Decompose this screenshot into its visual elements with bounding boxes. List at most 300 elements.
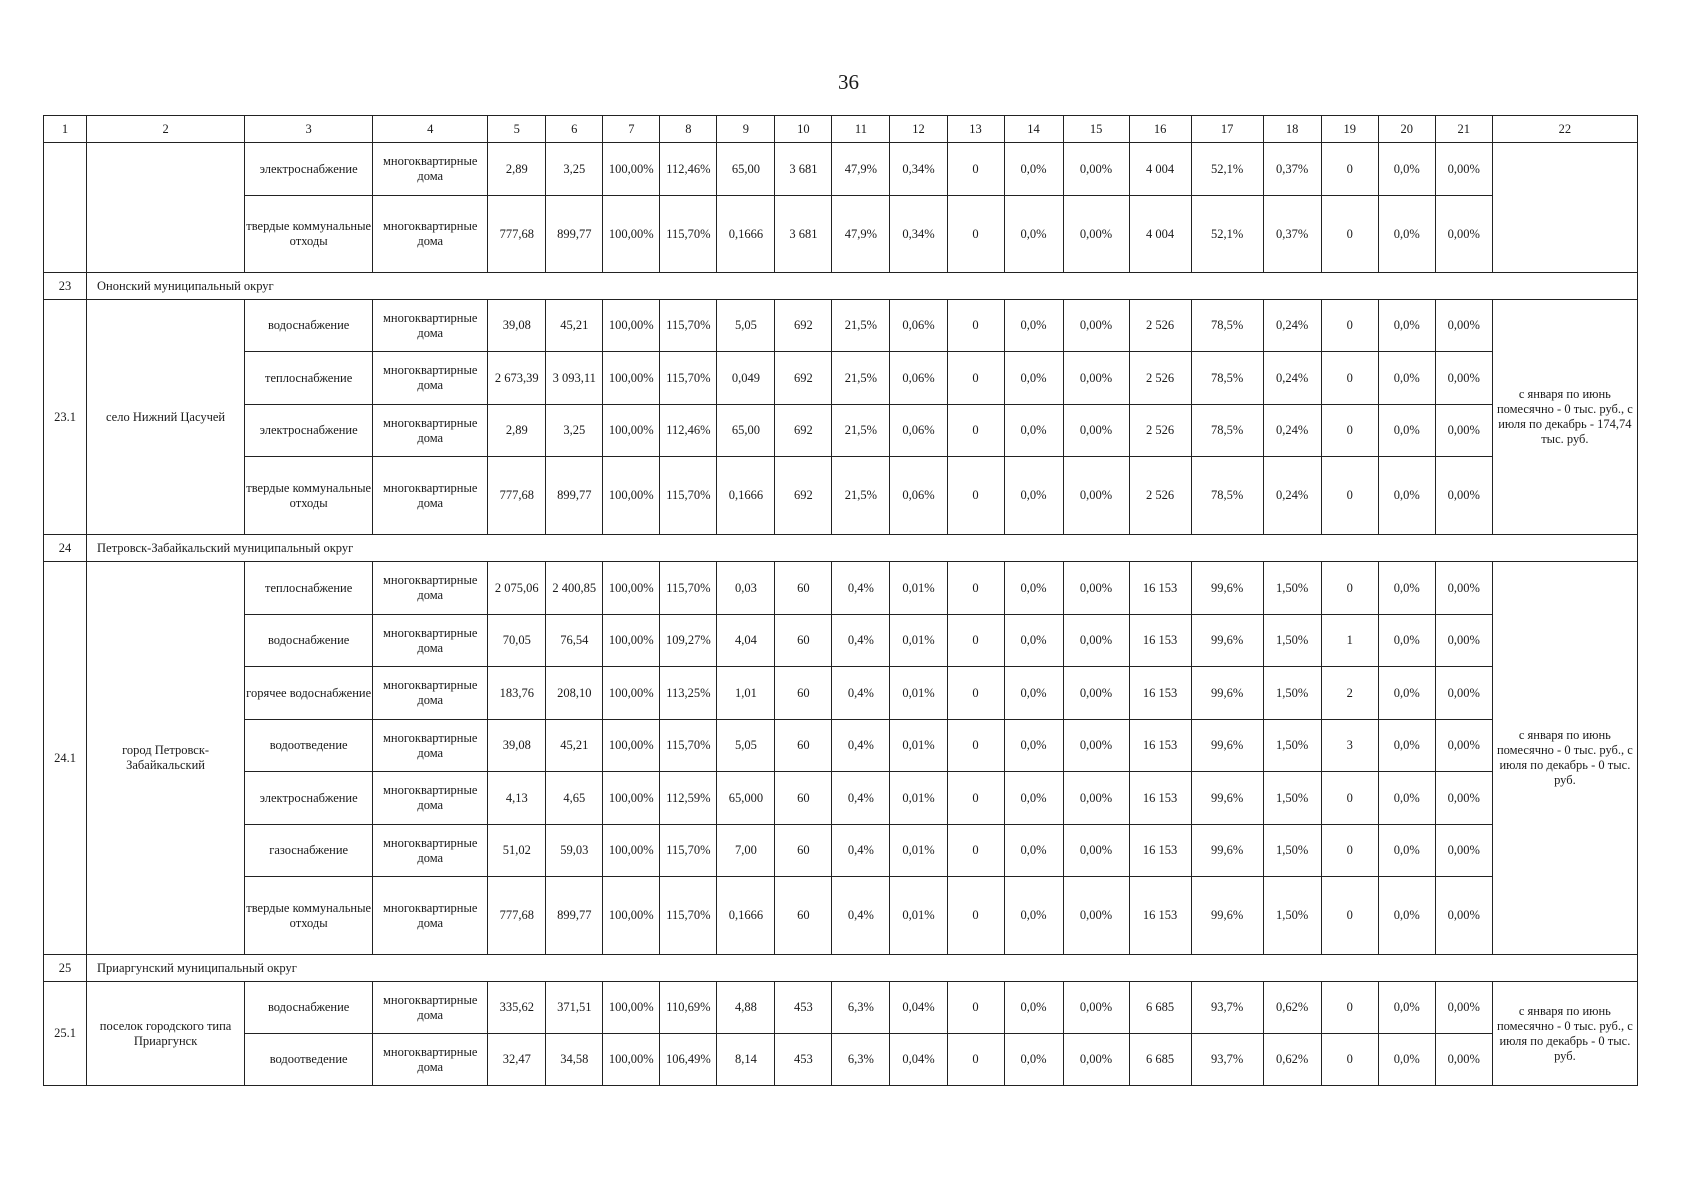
cell-col-19: 0 (1321, 825, 1378, 877)
cell-col-15: 0,00% (1063, 825, 1129, 877)
cell-col-8: 115,70% (660, 825, 717, 877)
column-number-7: 7 (603, 116, 660, 143)
cell-col-7: 100,00% (603, 772, 660, 825)
cell-col-14: 0,0% (1004, 720, 1063, 772)
cell-col-20: 0,0% (1378, 720, 1435, 772)
cell-col-14: 0,0% (1004, 982, 1063, 1034)
cell-col-18: 1,50% (1263, 720, 1321, 772)
cell-col-21: 0,00% (1435, 562, 1492, 615)
cell-col-9: 0,1666 (717, 196, 775, 273)
cell-col-8: 112,59% (660, 772, 717, 825)
cell-col-8: 115,70% (660, 877, 717, 955)
cell-col-9: 7,00 (717, 825, 775, 877)
cell-col-18: 1,50% (1263, 877, 1321, 955)
cell-col-19: 0 (1321, 457, 1378, 535)
cell-col-10: 692 (775, 405, 832, 457)
cell-col-14: 0,0% (1004, 825, 1063, 877)
cell-col-17: 78,5% (1191, 352, 1263, 405)
cell-col-16: 16 153 (1129, 667, 1191, 720)
cell-col-6: 45,21 (546, 720, 603, 772)
cell-col-11: 21,5% (832, 300, 890, 352)
section-row (44, 273, 1638, 300)
table-row (44, 825, 1638, 877)
cell-col-8: 115,70% (660, 300, 717, 352)
cell-col-17: 99,6% (1191, 615, 1263, 667)
cell-col-14: 0,0% (1004, 300, 1063, 352)
cell-col-11: 0,4% (832, 720, 890, 772)
cell-col-6: 371,51 (546, 982, 603, 1034)
cell-col-8: 115,70% (660, 720, 717, 772)
cell-col-21: 0,00% (1435, 1034, 1492, 1086)
cell-col-5: 2,89 (488, 405, 546, 457)
cell-col-10: 692 (775, 457, 832, 535)
cell-col-13: 0 (947, 300, 1004, 352)
cell-col-8: 106,49% (660, 1034, 717, 1086)
cell-col-21: 0,00% (1435, 457, 1492, 535)
section-row (44, 955, 1638, 982)
cell-col-4: многоквартирные дома (373, 405, 488, 457)
cell-col-8: 112,46% (660, 405, 717, 457)
cell-col-14: 0,0% (1004, 457, 1063, 535)
tariff-table (43, 115, 1638, 1086)
cell-col-13: 0 (947, 562, 1004, 615)
cell-col-11: 0,4% (832, 615, 890, 667)
row-number: 24.1 (44, 562, 87, 955)
service-type: водоснабжение (245, 615, 373, 667)
cell-col-4: многоквартирные дома (373, 1034, 488, 1086)
cell-col-19: 0 (1321, 1034, 1378, 1086)
column-number-10: 10 (775, 116, 832, 143)
cell-col-7: 100,00% (603, 352, 660, 405)
cell-col-11: 0,4% (832, 562, 890, 615)
cell-col-6: 45,21 (546, 300, 603, 352)
cell-col-20: 0,0% (1378, 772, 1435, 825)
cell-col-15: 0,00% (1063, 143, 1129, 196)
column-number-14: 14 (1004, 116, 1063, 143)
cell-col-9: 65,00 (717, 405, 775, 457)
cell-col-9: 0,049 (717, 352, 775, 405)
cell-col-20: 0,0% (1378, 667, 1435, 720)
column-number-13: 13 (947, 116, 1004, 143)
cell-col-20: 0,0% (1378, 196, 1435, 273)
cell-col-15: 0,00% (1063, 457, 1129, 535)
cell-col-11: 21,5% (832, 457, 890, 535)
cell-col-18: 0,62% (1263, 982, 1321, 1034)
cell-col-11: 47,9% (832, 143, 890, 196)
cell-col-9: 8,14 (717, 1034, 775, 1086)
column-number-18: 18 (1263, 116, 1321, 143)
column-number-2: 2 (87, 116, 245, 143)
cell-col-12: 0,01% (890, 720, 947, 772)
cell-col-20: 0,0% (1378, 825, 1435, 877)
cell-col-13: 0 (947, 457, 1004, 535)
cell-col-17: 99,6% (1191, 877, 1263, 955)
cell-col-12: 0,34% (890, 143, 947, 196)
cell-col-16: 16 153 (1129, 772, 1191, 825)
cell-col-10: 453 (775, 982, 832, 1034)
service-type: теплоснабжение (245, 352, 373, 405)
cell-col-20: 0,0% (1378, 143, 1435, 196)
cell-col-6: 59,03 (546, 825, 603, 877)
table-row (44, 982, 1638, 1034)
cell-col-14: 0,0% (1004, 667, 1063, 720)
cell-col-6: 899,77 (546, 877, 603, 955)
cell-col-17: 93,7% (1191, 982, 1263, 1034)
cell-col-16: 16 153 (1129, 562, 1191, 615)
cell-col-7: 100,00% (603, 720, 660, 772)
cell-col-6: 4,65 (546, 772, 603, 825)
cell-col-9: 65,000 (717, 772, 775, 825)
table-row (44, 300, 1638, 352)
cell-col-14: 0,0% (1004, 772, 1063, 825)
column-number-15: 15 (1063, 116, 1129, 143)
service-type: электроснабжение (245, 405, 373, 457)
table-row (44, 1034, 1638, 1086)
cell-col-16: 16 153 (1129, 615, 1191, 667)
cell-col-10: 60 (775, 772, 832, 825)
cell-col-13: 0 (947, 196, 1004, 273)
cell-col-20: 0,0% (1378, 615, 1435, 667)
payment-note: с января по июнь помесячно - 0 тыс. руб., с июля по декабрь - 174,74 тыс. руб. (1492, 300, 1637, 535)
cell-col-10: 60 (775, 720, 832, 772)
cell-col-9: 1,01 (717, 667, 775, 720)
cell-col-11: 0,4% (832, 877, 890, 955)
cell-col-17: 99,6% (1191, 667, 1263, 720)
section-number: 25 (44, 955, 87, 982)
cell-col-13: 0 (947, 352, 1004, 405)
column-number-19: 19 (1321, 116, 1378, 143)
service-type: теплоснабжение (245, 562, 373, 615)
column-number-8: 8 (660, 116, 717, 143)
cell-col-16: 2 526 (1129, 405, 1191, 457)
cell-col-17: 52,1% (1191, 196, 1263, 273)
cell-col-12: 0,01% (890, 562, 947, 615)
column-number-20: 20 (1378, 116, 1435, 143)
cell-col-13: 0 (947, 1034, 1004, 1086)
cell-col-6: 34,58 (546, 1034, 603, 1086)
cell-col-8: 115,70% (660, 457, 717, 535)
cell-col-4: многоквартирные дома (373, 143, 488, 196)
service-type: водоотведение (245, 720, 373, 772)
section-row (44, 535, 1638, 562)
column-number-12: 12 (890, 116, 947, 143)
payment-note: с января по июнь помесячно - 0 тыс. руб., с июля по декабрь - 0 тыс. руб. (1492, 982, 1637, 1086)
cell-col-9: 0,1666 (717, 877, 775, 955)
cell-col-5: 70,05 (488, 615, 546, 667)
cell-col-7: 100,00% (603, 667, 660, 720)
cell-col-11: 6,3% (832, 982, 890, 1034)
cell-col-4: многоквартирные дома (373, 772, 488, 825)
cell-col-6: 3,25 (546, 143, 603, 196)
cell-col-17: 52,1% (1191, 143, 1263, 196)
cell-col-5: 32,47 (488, 1034, 546, 1086)
cell-col-13: 0 (947, 667, 1004, 720)
cell-col-4: многоквартирные дома (373, 196, 488, 273)
cell-col-18: 1,50% (1263, 825, 1321, 877)
cell-col-5: 39,08 (488, 300, 546, 352)
cell-col-15: 0,00% (1063, 300, 1129, 352)
page-number: 36 (838, 70, 859, 94)
cell-col-9: 65,00 (717, 143, 775, 196)
cell-col-21: 0,00% (1435, 615, 1492, 667)
table-body (44, 116, 1638, 1086)
cell-col-21: 0,00% (1435, 143, 1492, 196)
cell-col-19: 0 (1321, 405, 1378, 457)
cell-col-4: многоквартирные дома (373, 615, 488, 667)
cell-col-17: 99,6% (1191, 825, 1263, 877)
cell-col-10: 60 (775, 877, 832, 955)
cell-col-6: 3,25 (546, 405, 603, 457)
cell-col-4: многоквартирные дома (373, 825, 488, 877)
cell-col-15: 0,00% (1063, 877, 1129, 955)
table-row (44, 667, 1638, 720)
cell-col-19: 0 (1321, 877, 1378, 955)
cell-col-9: 0,1666 (717, 457, 775, 535)
cell-col-9: 4,04 (717, 615, 775, 667)
cell-col-19: 3 (1321, 720, 1378, 772)
cell-col-21: 0,00% (1435, 825, 1492, 877)
cell-col-4: многоквартирные дома (373, 300, 488, 352)
cell-col-8: 112,46% (660, 143, 717, 196)
cell-col-8: 115,70% (660, 352, 717, 405)
cell-col-10: 60 (775, 667, 832, 720)
cell-col-5: 2 075,06 (488, 562, 546, 615)
cell-col-13: 0 (947, 877, 1004, 955)
cell-col-17: 99,6% (1191, 772, 1263, 825)
cell-col-5: 4,13 (488, 772, 546, 825)
cell-col-14: 0,0% (1004, 615, 1063, 667)
cell-col-21: 0,00% (1435, 196, 1492, 273)
cell-col-11: 0,4% (832, 772, 890, 825)
cell-col-5: 183,76 (488, 667, 546, 720)
cell-col-16: 6 685 (1129, 982, 1191, 1034)
cell-col-15: 0,00% (1063, 352, 1129, 405)
cell-col-16: 16 153 (1129, 720, 1191, 772)
cell-col-13: 0 (947, 143, 1004, 196)
cell-col-15: 0,00% (1063, 982, 1129, 1034)
cell-col-5: 777,68 (488, 457, 546, 535)
cell-col-20: 0,0% (1378, 877, 1435, 955)
cell-col-17: 93,7% (1191, 1034, 1263, 1086)
cell-col-6: 2 400,85 (546, 562, 603, 615)
cell-col-11: 6,3% (832, 1034, 890, 1086)
cell-col-15: 0,00% (1063, 196, 1129, 273)
service-type: твердые коммунальные отходы (245, 196, 373, 273)
cell-col-19: 0 (1321, 300, 1378, 352)
cell-col-13: 0 (947, 615, 1004, 667)
cell-col-12: 0,01% (890, 667, 947, 720)
cell-col-18: 1,50% (1263, 667, 1321, 720)
service-type: водоотведение (245, 1034, 373, 1086)
cell-col-7: 100,00% (603, 825, 660, 877)
cell-col-6: 899,77 (546, 457, 603, 535)
cell-col-6: 899,77 (546, 196, 603, 273)
cell-col-5: 2,89 (488, 143, 546, 196)
cell-col-12: 0,06% (890, 352, 947, 405)
table-row (44, 877, 1638, 955)
cell-col-13: 0 (947, 720, 1004, 772)
cell-col-20: 0,0% (1378, 562, 1435, 615)
cell-col-18: 1,50% (1263, 772, 1321, 825)
column-number-17: 17 (1191, 116, 1263, 143)
cell-col-10: 692 (775, 300, 832, 352)
service-type: электроснабжение (245, 772, 373, 825)
cell-col-15: 0,00% (1063, 667, 1129, 720)
cell-col-12: 0,06% (890, 457, 947, 535)
cell-col-5: 335,62 (488, 982, 546, 1034)
table-row (44, 772, 1638, 825)
cell-col-9: 0,03 (717, 562, 775, 615)
cell-col-13: 0 (947, 982, 1004, 1034)
column-number-1: 1 (44, 116, 87, 143)
cell-col-5: 51,02 (488, 825, 546, 877)
cell-col-12: 0,34% (890, 196, 947, 273)
cell-col-21: 0,00% (1435, 772, 1492, 825)
section-number: 24 (44, 535, 87, 562)
settlement-name: город Петровск-Забайкальский (87, 562, 245, 955)
service-type: газоснабжение (245, 825, 373, 877)
cell-col-7: 100,00% (603, 300, 660, 352)
cell-col-11: 21,5% (832, 352, 890, 405)
cell-col-14: 0,0% (1004, 562, 1063, 615)
cell-col-7: 100,00% (603, 1034, 660, 1086)
cell-col-11: 0,4% (832, 667, 890, 720)
table-row (44, 615, 1638, 667)
cell-col-10: 692 (775, 352, 832, 405)
cell-col-17: 99,6% (1191, 562, 1263, 615)
cell-col-16: 2 526 (1129, 352, 1191, 405)
cell-col-18: 0,24% (1263, 352, 1321, 405)
cell-col-21: 0,00% (1435, 877, 1492, 955)
cell-col-5: 777,68 (488, 877, 546, 955)
cell-col-16: 16 153 (1129, 825, 1191, 877)
section-title: Приаргунский муниципальный округ (87, 955, 1638, 982)
cell-col-18: 0,62% (1263, 1034, 1321, 1086)
cell-col-4: многоквартирные дома (373, 667, 488, 720)
cell-col-7: 100,00% (603, 982, 660, 1034)
cell-col-4: многоквартирные дома (373, 562, 488, 615)
service-type: твердые коммунальные отходы (245, 457, 373, 535)
cell-col-16: 4 004 (1129, 143, 1191, 196)
payment-note (1492, 143, 1637, 273)
cell-col-19: 0 (1321, 196, 1378, 273)
cell-col-12: 0,01% (890, 772, 947, 825)
cell-col-14: 0,0% (1004, 405, 1063, 457)
cell-col-12: 0,01% (890, 825, 947, 877)
cell-col-7: 100,00% (603, 405, 660, 457)
cell-col-4: многоквартирные дома (373, 982, 488, 1034)
cell-col-18: 1,50% (1263, 562, 1321, 615)
cell-col-7: 100,00% (603, 615, 660, 667)
cell-col-14: 0,0% (1004, 196, 1063, 273)
cell-col-8: 115,70% (660, 196, 717, 273)
cell-col-13: 0 (947, 772, 1004, 825)
table-row (44, 405, 1638, 457)
cell-col-21: 0,00% (1435, 300, 1492, 352)
table-row (44, 196, 1638, 273)
cell-col-21: 0,00% (1435, 720, 1492, 772)
cell-col-8: 109,27% (660, 615, 717, 667)
cell-col-6: 208,10 (546, 667, 603, 720)
cell-col-19: 0 (1321, 772, 1378, 825)
cell-col-20: 0,0% (1378, 1034, 1435, 1086)
cell-col-15: 0,00% (1063, 562, 1129, 615)
cell-col-12: 0,04% (890, 1034, 947, 1086)
section-number: 23 (44, 273, 87, 300)
cell-col-6: 76,54 (546, 615, 603, 667)
cell-col-19: 1 (1321, 615, 1378, 667)
cell-col-15: 0,00% (1063, 1034, 1129, 1086)
table-row (44, 562, 1638, 615)
cell-col-18: 0,24% (1263, 300, 1321, 352)
cell-col-10: 453 (775, 1034, 832, 1086)
cell-col-15: 0,00% (1063, 615, 1129, 667)
service-type: горячее водоснабжение (245, 667, 373, 720)
settlement-name: поселок городского типа Приаргунск (87, 982, 245, 1086)
cell-col-21: 0,00% (1435, 667, 1492, 720)
cell-col-19: 2 (1321, 667, 1378, 720)
column-number-9: 9 (717, 116, 775, 143)
cell-col-17: 99,6% (1191, 720, 1263, 772)
cell-col-18: 1,50% (1263, 615, 1321, 667)
cell-col-21: 0,00% (1435, 982, 1492, 1034)
cell-col-14: 0,0% (1004, 877, 1063, 955)
cell-col-20: 0,0% (1378, 982, 1435, 1034)
cell-col-4: многоквартирные дома (373, 457, 488, 535)
cell-col-4: многоквартирные дома (373, 877, 488, 955)
cell-col-7: 100,00% (603, 196, 660, 273)
cell-col-14: 0,0% (1004, 1034, 1063, 1086)
row-number (44, 143, 87, 273)
service-type: водоснабжение (245, 982, 373, 1034)
cell-col-19: 0 (1321, 982, 1378, 1034)
cell-col-5: 39,08 (488, 720, 546, 772)
cell-col-12: 0,06% (890, 300, 947, 352)
cell-col-8: 110,69% (660, 982, 717, 1034)
section-title: Петровск-Забайкальский муниципальный округ (87, 535, 1638, 562)
settlement-name: село Нижний Цасучей (87, 300, 245, 535)
cell-col-13: 0 (947, 405, 1004, 457)
cell-col-8: 115,70% (660, 562, 717, 615)
cell-col-10: 60 (775, 615, 832, 667)
cell-col-9: 5,05 (717, 720, 775, 772)
cell-col-9: 5,05 (717, 300, 775, 352)
cell-col-12: 0,01% (890, 615, 947, 667)
cell-col-17: 78,5% (1191, 405, 1263, 457)
service-type: твердые коммунальные отходы (245, 877, 373, 955)
cell-col-12: 0,01% (890, 877, 947, 955)
column-number-row (44, 116, 1638, 143)
column-number-6: 6 (546, 116, 603, 143)
service-type: электроснабжение (245, 143, 373, 196)
cell-col-21: 0,00% (1435, 352, 1492, 405)
cell-col-21: 0,00% (1435, 405, 1492, 457)
cell-col-5: 2 673,39 (488, 352, 546, 405)
cell-col-18: 0,24% (1263, 457, 1321, 535)
cell-col-20: 0,0% (1378, 405, 1435, 457)
cell-col-16: 6 685 (1129, 1034, 1191, 1086)
service-type: водоснабжение (245, 300, 373, 352)
cell-col-8: 113,25% (660, 667, 717, 720)
column-number-3: 3 (245, 116, 373, 143)
cell-col-17: 78,5% (1191, 457, 1263, 535)
column-number-11: 11 (832, 116, 890, 143)
table-row (44, 143, 1638, 196)
cell-col-19: 0 (1321, 562, 1378, 615)
column-number-5: 5 (488, 116, 546, 143)
cell-col-20: 0,0% (1378, 300, 1435, 352)
cell-col-10: 3 681 (775, 196, 832, 273)
